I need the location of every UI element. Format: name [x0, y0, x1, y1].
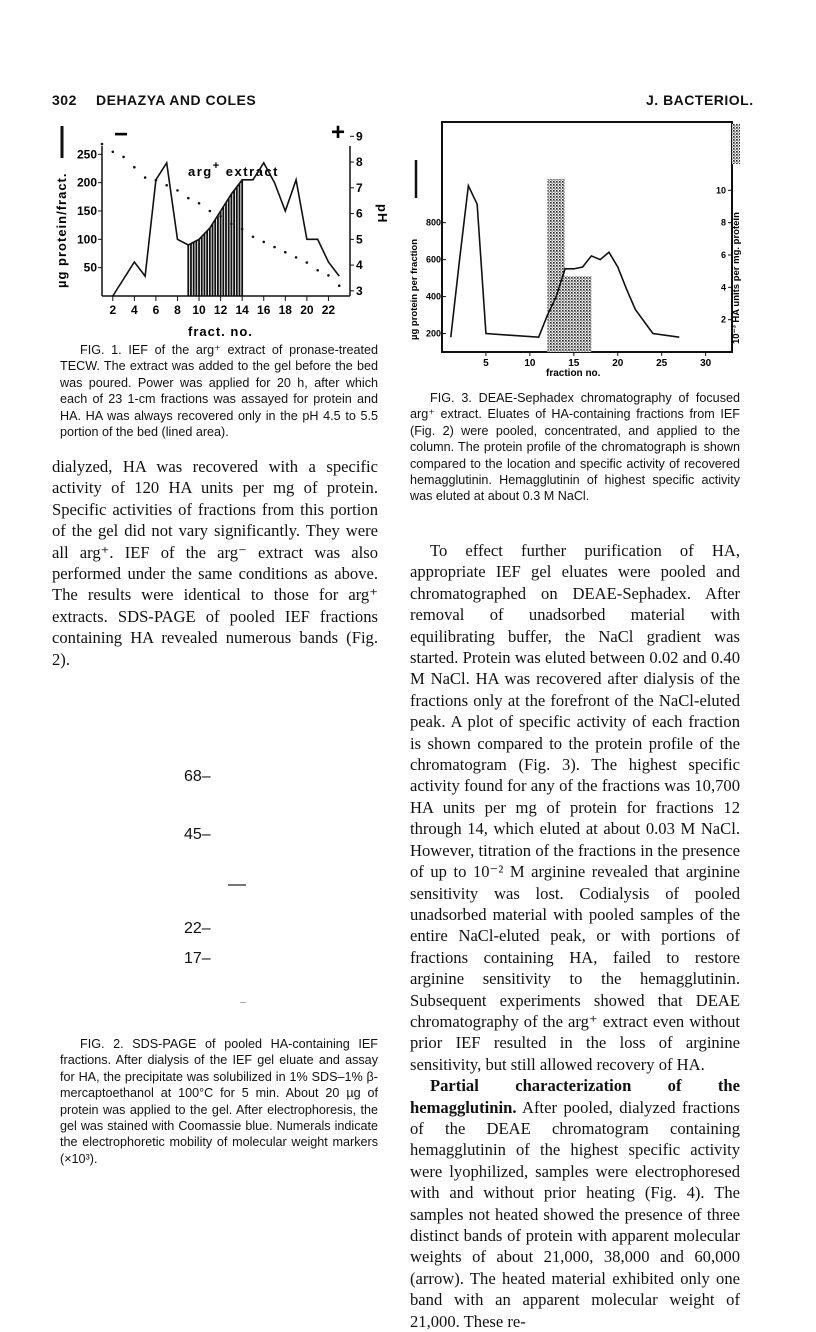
fig1-ph-point	[219, 215, 222, 218]
fig3-y-tick-label: 200	[425, 328, 441, 339]
fig3-xlabel: fraction no.	[546, 368, 601, 379]
fig3-y2-tick-label: 8	[720, 217, 726, 228]
fig1-ph-point	[101, 143, 104, 146]
fig1-ph-point	[284, 251, 287, 254]
fig1-ph-point	[241, 228, 244, 231]
fig1-ph-point	[209, 210, 212, 213]
fig3-y2-tick-label: 10	[715, 185, 726, 196]
fig1-ylabel-left: µg protein/fract.	[54, 172, 69, 288]
fig3-x-tick-label: 10	[524, 358, 536, 369]
right-column-text	[410, 540, 740, 1332]
fig1-title: arg+ extract	[188, 160, 279, 179]
fig1-ph-point	[273, 246, 276, 249]
fig3-x-tick-label: 15	[568, 358, 580, 369]
fig3-x-tick-label: 30	[700, 358, 712, 369]
left-column-text	[52, 456, 378, 670]
fig1-y-tick-label: 100	[76, 232, 97, 247]
fig1-x-tick-label: 6	[152, 303, 160, 317]
fig1-y2-tick-label: 7	[356, 180, 363, 195]
fig3-x-tick-label: 20	[612, 358, 624, 369]
fig1-x-tick-label: 12	[213, 303, 228, 317]
fig1-y-tick-label: 250	[76, 147, 97, 162]
fig2-caption: FIG. 2. SDS-PAGE of pooled HA-containing IEF fractions. After dialysis of the IEF gel eluate and assay for HA, the precipitate was solubilized in 1% SDS–1% β-mercaptoethanol at 100°C for 5 min. About 20 µg of protein was applied to the gel. After electrophoresis, the gel was stained with Coomassie blue. Numerals indicate the electrophoretic mobility of molecular weight markers (×10³).	[60, 1037, 378, 1166]
gel-speck	[240, 1002, 246, 1003]
running-head-journal: J. BACTERIOL.	[646, 92, 754, 108]
fig1-y2-tick-label: 5	[356, 232, 363, 247]
fig1-x-tick-label: 2	[109, 303, 117, 317]
fig3-x-tick-label: 5	[483, 358, 489, 369]
fig1-y2-tick-label: 4	[356, 258, 363, 273]
fig1-ph-point	[252, 235, 255, 238]
fig1-y-tick-label: 50	[83, 260, 97, 275]
gel-band	[228, 884, 246, 886]
fig3-activity-bar	[565, 276, 591, 352]
fig3-y-tick-label: 600	[425, 254, 441, 265]
fig1-ph-point	[338, 284, 341, 287]
fig1-ph-point	[176, 189, 179, 192]
fig1-ph-point	[122, 156, 125, 159]
fig1-y-tick-label: 150	[76, 204, 97, 218]
fig1-x-tick-label: 20	[300, 303, 314, 317]
fig3-caption: FIG. 3. DEAE-Sephadex chromatography of focused arg⁺ extract. Eluates of HA-containing fractions from IEF (Fig. 2) were pooled, concentrated, and applied to the column. The protein profile of the chromatograph is shown compared to the location and specific activity of recovered hemagglutinin. Hemagglutinin of highest specific activity was eluted at about 0.3 M NaCl.	[410, 391, 740, 504]
fig3-ylabel-right: 10⁻³ HA units per mg. protein	[731, 212, 742, 344]
fig3-chart	[406, 118, 746, 388]
fig1-ph-point	[316, 269, 319, 272]
fig3-legend-dots	[732, 124, 740, 164]
fig3-y2-tick-label: 2	[720, 314, 726, 325]
fig1-ph-point	[155, 179, 158, 182]
fig1-ylabel-right: pH	[375, 204, 390, 224]
running-head-authors: DEHAZYA AND COLES	[96, 92, 257, 108]
fig1-ph-point	[133, 166, 136, 169]
fig1-chart	[48, 118, 390, 340]
mw-marker-22: 22–	[184, 920, 211, 937]
fig1-minus: −	[114, 121, 129, 148]
page-number: 302	[52, 92, 77, 108]
fig1-ph-point	[306, 261, 309, 264]
fig1-x-tick-label: 14	[235, 303, 249, 317]
fig3-activity-bar	[547, 179, 565, 352]
section-heading: Partial characterization of the hemagglutinin.	[410, 1076, 740, 1117]
mw-marker-68: 68–	[184, 768, 211, 785]
fig1-y2-tick-label: 6	[356, 206, 363, 221]
fig1-ph-point	[262, 241, 265, 244]
fig1-xlabel: fract. no.	[188, 324, 253, 339]
fig1-hatched-region	[188, 180, 242, 296]
fig1-ph-point	[165, 184, 168, 187]
fig1-ph-point	[111, 150, 114, 153]
fig3-y-tick-label: 800	[425, 217, 441, 228]
fig1-ph-point	[198, 202, 201, 205]
fig1-y2-tick-label: 9	[356, 129, 363, 144]
fig1-x-tick-label: 22	[321, 303, 336, 317]
fig1-y-tick-label: 200	[76, 175, 97, 190]
fig3-x-tick-label: 25	[656, 358, 668, 369]
fig1-ph-point	[144, 176, 147, 179]
fig1-y2-tick-label: 3	[356, 283, 363, 298]
mw-marker-45: 45–	[184, 826, 211, 843]
fig3-ylabel-left: µg protein per fraction	[409, 238, 420, 340]
fig1-x-tick-label: 18	[278, 303, 292, 317]
right-paragraph-2: Partial characterization of the hemagglutinin. After pooled, dialyzed fractions of the DEAE chromatogram containing hemagglutinin of the highest specific activity were lyophilized, samples were electrophoresed with and without prior heating (Fig. 4). The samples not heated showed the presence of three distinct bands of protein with apparent molecular weights of about 21,000, 38,000 and 60,000 (arrow). The heated material exhibited only one band with an apparent molecular weight of 21,000. These re-	[410, 1076, 741, 1331]
fig1-ph-point	[295, 256, 298, 259]
fig3-y-tick-label: 400	[425, 291, 441, 302]
fig1-caption: FIG. 1. IEF of the arg⁺ extract of pronase-treated TECW. The extract was added to the gel before the bed was poured. Power was applied for 20 h, after which each of 23 1-cm fractions was assayed for protein and HA. HA was always recovered only in the pH 4.5 to 5.5 portion of the bed (lined area).	[60, 343, 378, 440]
fig1-y2-tick-label: 8	[356, 155, 363, 170]
fig1-plus: +	[331, 119, 346, 146]
fig1-x-tick-label: 4	[131, 303, 138, 317]
left-paragraph: dialyzed, HA was recovered with a specific activity of 120 HA units per mg of protein. Specific activities of fractions from this portion of the gel did not vary significantly. They were all arg⁺. IEF of the arg⁻ extract was also performed under the same conditions as above. The results were identical to those for arg⁺ extracts. SDS-PAGE of pooled IEF fractions containing HA revealed numerous bands (Fig. 2).	[52, 457, 378, 669]
fig1-x-tick-label: 10	[192, 303, 206, 317]
fig1-ph-point	[327, 274, 330, 277]
fig3-y2-tick-label: 4	[720, 282, 726, 293]
fig1-ph-point	[187, 197, 190, 200]
right-paragraph-1: To effect further purification of HA, appropriate IEF gel eluates were pooled and chromatographed on DEAE-Sephadex. After removal of unadsorbed material with equilibrating buffer, the NaCl gradient was started. Protein was eluted between 0.02 and 0.40 M NaCl. HA was recovered after dialysis of the fractions only at the forefront of the NaCl-eluted peak. A plot of specific activity of each fraction is shown compared to the protein profile of the chromatogram (Fig. 3). The highest specific activity found for any of the fractions was 10,700 HA units per mg of protein for fractions 12 through 14, which eluted at about 0.03 M NaCl. However, titration of the fractions in the presence of up to 10⁻² M arginine revealed that arginine sensitivity was lost. Codialysis of pooled unadsorbed material with pooled samples of the entire NaCl-eluted peak, or with portions of fractions containing HA, failed to restore arginine sensitivity to the hemagglutinin. Subsequent experiments showed that DEAE chromatography of the arg⁺ extract even without prior IEF resulted in the loss of arginine sensitivity, but still allowed recovery of HA.	[410, 541, 740, 1074]
fig1-x-tick-label: 16	[257, 303, 271, 317]
fig1-x-tick-label: 8	[174, 303, 181, 317]
mw-marker-17: 17–	[184, 950, 211, 967]
fig1-ph-point	[230, 223, 233, 226]
fig3-y2-tick-label: 6	[720, 250, 726, 260]
